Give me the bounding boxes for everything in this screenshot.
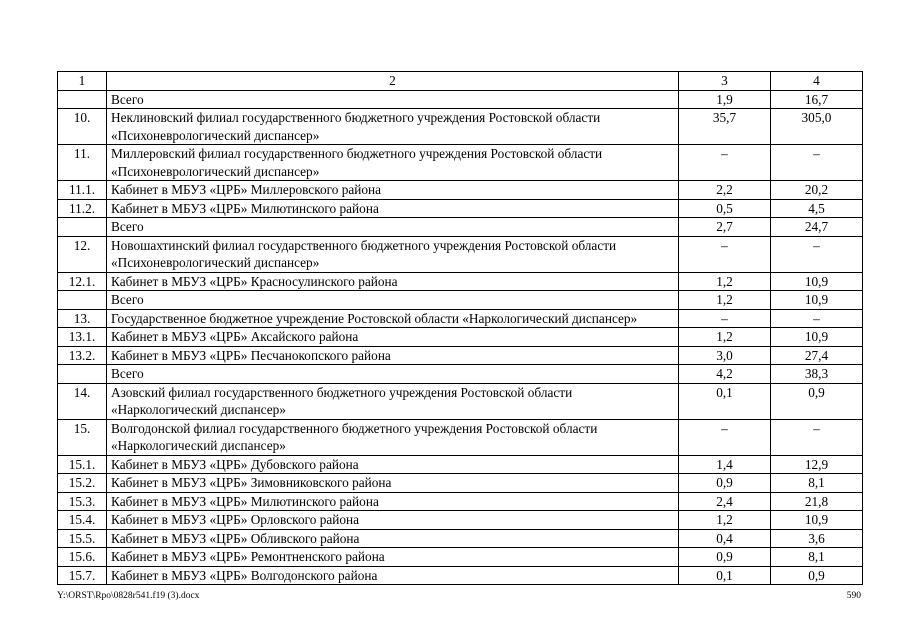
row-value-col4-cell: 0,9 [771,383,863,419]
row-value-col3-cell: 2,2 [679,181,771,200]
row-value-col4-cell: 10,9 [771,511,863,530]
row-value-col3-cell: 0,9 [679,474,771,493]
row-value-col4-cell: 0,9 [771,566,863,585]
row-value-col3-cell: 1,2 [679,272,771,291]
row-value-col3-cell: 2,4 [679,492,771,511]
table-row [58,492,863,511]
row-value-col4-cell: 10,9 [771,328,863,347]
table-row [58,566,863,585]
row-value-col3-cell: 0,9 [679,548,771,567]
row-name-cell: Всего [107,291,679,310]
row-value-col4-cell: 16,7 [771,90,863,109]
table-row [58,145,863,181]
row-number-cell: 15. [58,419,107,455]
row-value-col3-cell: 4,2 [679,365,771,384]
row-value-col3-cell: – [679,145,771,181]
row-value-col4-cell: – [771,145,863,181]
row-value-col3-cell: 0,1 [679,566,771,585]
row-value-col4-cell: 8,1 [771,548,863,567]
row-value-col3-cell: – [679,236,771,272]
row-value-col4-cell: 24,7 [771,218,863,237]
row-number-cell [58,218,107,237]
row-value-col4-cell: 8,1 [771,474,863,493]
data-table [57,71,863,585]
table-row [58,511,863,530]
row-name-cell: Всего [107,365,679,384]
row-value-col4-cell: 20,2 [771,181,863,200]
row-value-col3-cell: 1,2 [679,511,771,530]
row-value-col4-cell: 4,5 [771,199,863,218]
row-number-cell: 15.5. [58,529,107,548]
row-value-col4-cell: 3,6 [771,529,863,548]
row-name-cell: Кабинет в МБУЗ «ЦРБ» Дубовского района [107,455,679,474]
row-name-cell: Всего [107,218,679,237]
column-header-3: 3 [679,72,771,91]
table-row [58,199,863,218]
row-number-cell: 11.2. [58,199,107,218]
row-name-cell: Кабинет в МБУЗ «ЦРБ» Милютинского района [107,492,679,511]
row-number-cell: 14. [58,383,107,419]
row-name-cell: Кабинет в МБУЗ «ЦРБ» Миллеровского района [107,181,679,200]
row-number-cell: 10. [58,109,107,145]
table-body [58,90,863,585]
table-row [58,309,863,328]
row-value-col4-cell: – [771,236,863,272]
row-value-col4-cell: 305,0 [771,109,863,145]
row-name-cell: Кабинет в МБУЗ «ЦРБ» Зимовниковского района [107,474,679,493]
table-row [58,346,863,365]
row-number-cell: 11. [58,145,107,181]
row-value-col3-cell: 35,7 [679,109,771,145]
row-value-col4-cell: 27,4 [771,346,863,365]
table-row [58,90,863,109]
column-header-4: 4 [771,72,863,91]
column-header-2: 2 [107,72,679,91]
table-row [58,474,863,493]
row-value-col3-cell: – [679,309,771,328]
row-value-col4-cell: – [771,419,863,455]
row-name-cell: Кабинет в МБУЗ «ЦРБ» Песчанокопского района [107,346,679,365]
footer-file-path: Y:\ORST\Rpo\0828r541.f19 (3).docx [57,591,200,601]
table-row [58,109,863,145]
row-name-cell: Кабинет в МБУЗ «ЦРБ» Ремонтненского района [107,548,679,567]
row-number-cell: 15.7. [58,566,107,585]
row-name-cell: Кабинет в МБУЗ «ЦРБ» Орловского района [107,511,679,530]
row-number-cell: 12. [58,236,107,272]
row-value-col4-cell: 38,3 [771,365,863,384]
row-value-col4-cell: 10,9 [771,291,863,310]
row-number-cell: 13. [58,309,107,328]
row-value-col3-cell: – [679,419,771,455]
row-number-cell: 15.6. [58,548,107,567]
row-name-cell: Всего [107,90,679,109]
column-header-1: 1 [58,72,107,91]
row-number-cell: 12.1. [58,272,107,291]
table-row [58,181,863,200]
row-number-cell: 15.2. [58,474,107,493]
row-name-cell: Государственное бюджетное учреждение Ростовской области «Наркологический диспансер» [107,309,679,328]
table-row [58,455,863,474]
table-row [58,272,863,291]
table-row [58,365,863,384]
row-value-col4-cell: 12,9 [771,455,863,474]
row-value-col4-cell: 21,8 [771,492,863,511]
row-name-cell: Кабинет в МБУЗ «ЦРБ» Милютинского района [107,199,679,218]
row-name-cell: Азовский филиал государственного бюджетного учреждения Ростовской области «Наркологический диспансер» [107,383,679,419]
table-row [58,548,863,567]
table-row [58,291,863,310]
row-number-cell: 15.1. [58,455,107,474]
row-value-col3-cell: 1,9 [679,90,771,109]
table-row [58,218,863,237]
row-name-cell: Миллеровский филиал государственного бюджетного учреждения Ростовской области «Психоневрологический диспансер» [107,145,679,181]
row-value-col3-cell: 1,4 [679,455,771,474]
row-value-col4-cell: – [771,309,863,328]
row-name-cell: Кабинет в МБУЗ «ЦРБ» Обливского района [107,529,679,548]
footer-page-number: 590 [846,591,861,601]
row-value-col3-cell: 1,2 [679,328,771,347]
row-value-col3-cell: 3,0 [679,346,771,365]
row-number-cell: 11.1. [58,181,107,200]
row-number-cell [58,291,107,310]
row-number-cell [58,365,107,384]
row-value-col3-cell: 0,4 [679,529,771,548]
row-value-col3-cell: 2,7 [679,218,771,237]
row-number-cell: 13.2. [58,346,107,365]
row-name-cell: Кабинет в МБУЗ «ЦРБ» Аксайского района [107,328,679,347]
row-value-col4-cell: 10,9 [771,272,863,291]
row-value-col3-cell: 1,2 [679,291,771,310]
row-name-cell: Кабинет в МБУЗ «ЦРБ» Волгодонского района [107,566,679,585]
table-row [58,529,863,548]
row-number-cell: 13.1. [58,328,107,347]
table-row [58,236,863,272]
header-row [58,72,863,91]
table-row [58,328,863,347]
row-name-cell: Новошахтинский филиал государственного бюджетного учреждения Ростовской области «Психоневрологический диспансер» [107,236,679,272]
table-row [58,419,863,455]
row-number-cell: 15.4. [58,511,107,530]
row-number-cell [58,90,107,109]
table-row [58,383,863,419]
row-name-cell: Неклиновский филиал государственного бюджетного учреждения Ростовской области «Психоневрологический диспансер» [107,109,679,145]
row-name-cell: Кабинет в МБУЗ «ЦРБ» Красносулинского района [107,272,679,291]
row-name-cell: Волгодонской филиал государственного бюджетного учреждения Ростовской области «Наркологический диспансер» [107,419,679,455]
row-value-col3-cell: 0,1 [679,383,771,419]
row-value-col3-cell: 0,5 [679,199,771,218]
row-number-cell: 15.3. [58,492,107,511]
